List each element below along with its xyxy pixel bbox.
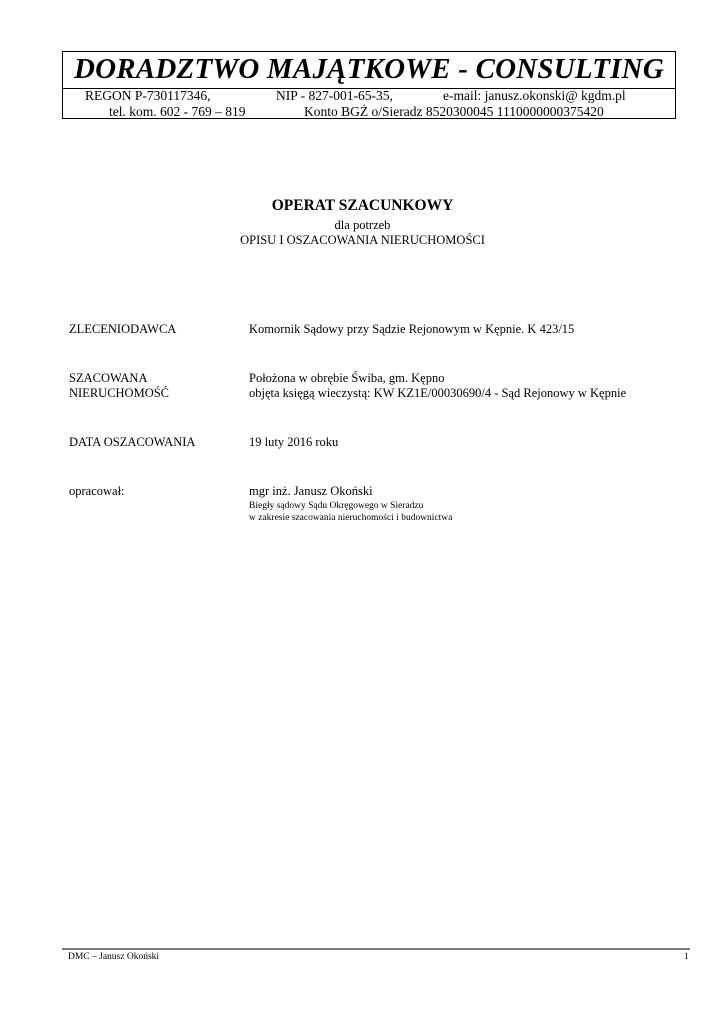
client-value: Komornik Sądowy przy Sądzie Rejonowym w Kępnie. K 423/15: [249, 322, 575, 336]
client-label: ZLECENIODAWCA: [69, 322, 177, 336]
property-land-register: objęta księgą wieczystą: KW KZ1E/00030690/4 - Sąd Rejonowy w Kępnie: [249, 386, 627, 400]
phone-text: tel. kom. 602 - 769 – 819: [109, 104, 246, 119]
author-title-line-1: Biegły sądowy Sądu Okręgowego w Sieradzu: [249, 501, 424, 511]
property-label-line-2: NIERUCHOMOŚĆ: [69, 386, 170, 400]
property-label-line-1: SZACOWANA: [69, 371, 148, 385]
valuation-date-value: 19 luty 2016 roku: [249, 435, 339, 449]
bank-account-text: Konto BGŻ o/Sieradz 8520300045 1110000000375420: [304, 104, 604, 119]
regon-text: REGON P-730117346,: [85, 88, 211, 103]
footer-author: DMC – Janusz Okoński: [68, 952, 160, 962]
nip-text: NIP - 827-001-65-35,: [276, 88, 393, 103]
valuation-date-label: DATA OSZACOWANIA: [69, 435, 196, 449]
property-location: Położona w obrębie Świba, gm. Kępno: [249, 371, 445, 385]
page-number: 1: [684, 952, 689, 962]
letterhead-box: [62, 51, 676, 119]
document-title: OPERAT SZACUNKOWY: [271, 197, 454, 214]
email-text: e-mail: janusz.okonski@ kgdm.pl: [443, 88, 626, 103]
author-label: opracował:: [69, 484, 125, 498]
document-subtitle-1: dla potrzeb: [334, 218, 391, 232]
document-subtitle-2: OPISU I OSZACOWANIA NIERUCHOMOŚCI: [240, 233, 485, 247]
company-name: DORADZTWO MAJĄTKOWE - CONSULTING: [74, 53, 664, 85]
author-title-line-2: w zakresie szacowania nieruchomości i budownictwa: [249, 513, 453, 523]
author-name: mgr inż. Janusz Okoński: [249, 484, 373, 498]
footer-divider: [62, 948, 690, 950]
